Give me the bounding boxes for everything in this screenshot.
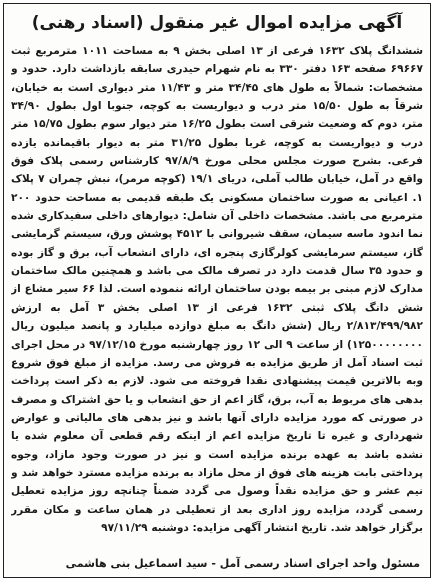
notice-body	[11, 42, 423, 548]
notice-signature: مسئول واحد اجرای اسناد رسمی آمل - سید اسماعیل بنی هاشمی	[65, 557, 420, 570]
notice-frame	[3, 3, 431, 578]
notice-title: آگهی مزایده اموال غیر منقول (اسناد رهنی)	[31, 13, 403, 33]
notice-body-paragraph: ششدانگ پلاک ۱۶۳۲ فرعی از ۱۳ اصلی بخش ۹ به مساحت ۱۰۱۱ مترمربع ثبت ۶۹۶۶۷ صفحه ۱۶۳ دفتر ۳۳۰ به نام شهرام حیدری سابقه بازداشت دارد. حدود و مشخصات: شمالاً به طول های ۳۴/۴۵ متر و ۱۱/۴۳ متر دیواری است به خیابان، شرقاً به طول ۱۵/۵۰ متر درب و دیواریست به کوچه، جنوبا اول بطول ۳۴/۹۰ متر، دوم که وضعیت شرقی است بطول ۱۶/۲۵ متر دیوار سوم بطول ۱۵/۷۵ متر درب و دیواریست به کوچه، غربا بطول ۳۱/۲۵ متر به دیوار باقیمانده یازده فرعی. بشرح صورت مجلس محلی مورخ ۹۷/۸/۹ کارشناس رسمی پلاک فوق واقع در آمل، خیابان طالب آملی، دریای ۱۹/۱ (کوچه مرمر)، نبش چمران ۷ پلاک ۱. اعیانی به صورت ساختمان مسکونی یک طبقه قدیمی به مساحت حدود ۲۰۰ مترمربع می باشد. مشخصات داخلی آن شامل: دیوارهای داخلی سفیدکاری شده نما اندود ماسه سیمان، سقف شیروانی با ۴۵۱۲ پوشش ورق، سیستم گرمایشی گاز، سیستم سرمایشی کولرگازی پنجره ای، دارای انشعاب آب، برق و گاز بوده و حدود ۳۵ سال قدمت دارد در تصرف مالک می باشد و همچنین مالک ساختمان مدارک لازم مبنی بر بیمه بودن ساختمان ارائه ننموده است. لذا ۶۶ سیر مشاع از شش دانگ پلاک ثبتی ۱۶۳۲ فرعی از ۱۳ اصلی بخش ۳ آمل به ارزش ۲/۸۱۳/۴۹۹/۹۸۲ ریال (شش دانگ به مبلغ دوازده میلیارد و پانصد میلیون ریال ۱۲۵۰۰۰۰۰۰۰۰) از ساعت ۹ الی ۱۲ روز چهارشنبه مورخ ۹۷/۱۲/۱۵ در محل اجرای ثبت اسناد آمل از طریق مزایده به فروش می رسد. مزایده از مبلغ فوق شروع وبه بالاترین قیمت پیشنهادی نقدا فروخته می شود. لازم به ذکر است پرداخت بدهی های مربوط به آب، برق، گاز اعم از حق انشعاب و یا حق اشتراک و مصرف در صورتی که مورد مزایده دارای آنها باشد و نیز بدهی های مالیاتی و عوارض شهرداری و غیره تا تاریخ مزایده اعم از اینکه رقم قطعی آن معلوم شده یا نشده باشد به عهده برنده مزایده است و نیز در صورت وجود مازاد، وجوه پرداختی بابت هزینه های فوق از محل مازاد به برنده مزایده مسترد خواهد شد و نیم عشر و حق مزایده نقداً وصول می گردد ضمناً چنانچه روز مزایده تعطیل رسمی گردد، مزایده روز اداری بعد از تعطیلی در همان ساعت و مکان مقرر برگزار خواهد شد. تاریخ انتشار آگهی مزایده: دوشنبه ۹۷/۱۱/۲۹	[11, 45, 423, 534]
